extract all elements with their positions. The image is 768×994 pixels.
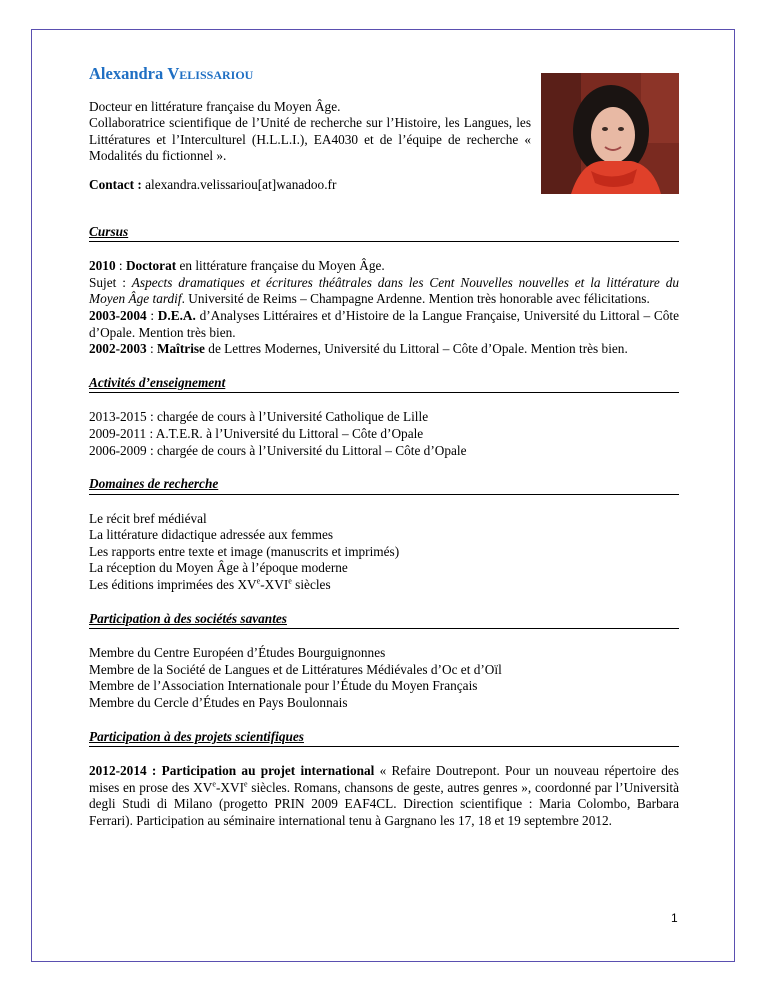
intro-line-1: Docteur en littérature française du Moyen Âge. [89, 98, 341, 114]
list-item: Membre de la Société de Langues et de Littératures Médiévales d’Oc et d’Oïl [89, 661, 502, 677]
list-item: La réception du Moyen Âge à l’époque moderne [89, 560, 348, 576]
page-number: 1 [671, 911, 678, 925]
list-item: 2009-2011 : A.T.E.R. à l’Université du Littoral – Côte d’Opale [89, 425, 424, 441]
cursus-entry: 2002-2003 : Maîtrise de Lettres Modernes, Université du Littoral – Côte d’Opale. Mention très bien. [89, 341, 628, 357]
list-item: La littérature didactique adressée aux femmes [89, 527, 334, 543]
list-item: Membre du Centre Européen d’Études Bourguignonnes [89, 645, 386, 661]
project-entry: 2012-2014 : Participation au projet international « Refaire Doutrepont. Pour un nouveau répertoire des mises en prose des XVe-XVIe siècles. Romans, chansons de geste, autres genres », coordonné par l’Università degli Studi di Milano (progetto PRIN 2009 EAF4CL. Direction scientifique : Maria Colombo, Barbara Ferrari). Participation au séminaire international tenu à Gargnano les 17, 18 et 19 septembre 2012. [89, 763, 679, 828]
section-title-teaching: Activités d’enseignement [89, 375, 679, 394]
section-title-societies: Participation à des sociétés savantes [89, 611, 679, 630]
list-item: Les éditions imprimées des XVe-XVIe siècles [89, 576, 331, 593]
cv-content [89, 64, 679, 830]
intro-line-2: Collaboratrice scientifique de l’Unité de recherche sur l’Histoire, les Langues, les Littératures et l’Interculturel (H.L.L.I.), EA4030 et de l’équipe de recherche « Modalités du fictionnel ». [89, 115, 531, 164]
section-title-research: Domaines de recherche [89, 476, 679, 495]
contact-email[interactable]: alexandra.velissariou[at]wanadoo.fr [141, 176, 337, 192]
person-name [89, 66, 679, 83]
cursus-list [89, 258, 679, 358]
teaching-list [89, 409, 679, 459]
cursus-entry: 2010 : Doctorat en littérature française du Moyen Âge. Sujet : Aspects dramatiques et écritures théâtrales dans les Cent Nouvelles nouvelles et la littérature du Moyen Âge tardif. Université de Reims – Champagne Ardenne. Mention très honorable avec félicitations. [89, 258, 679, 307]
list-item: Membre du Cercle d’Études en Pays Boulonnais [89, 695, 348, 711]
section-title-cursus: Cursus [89, 224, 679, 243]
projects-list [89, 763, 679, 829]
list-item: Membre de l’Association Internationale pour l’Étude du Moyen Français [89, 678, 478, 694]
list-item: 2006-2009 : chargée de cours à l’Université du Littoral – Côte d’Opale [89, 442, 467, 458]
section-title-projects: Participation à des projets scientifiques [89, 729, 679, 748]
contact-line [89, 177, 679, 194]
list-item: 2013-2015 : chargée de cours à l’Université Catholique de Lille [89, 409, 429, 425]
intro-block [89, 99, 531, 165]
first-name: Alexandra [89, 64, 164, 83]
research-list [89, 511, 679, 594]
cursus-entry: 2003-2004 : D.E.A. d’Analyses Littéraires et d’Histoire de la Langue Française, Université du Littoral – Côte d’Opale. Mention très bien. [89, 307, 679, 340]
last-name: Velissariou [167, 64, 254, 83]
contact-label: Contact : [89, 176, 142, 192]
societies-list [89, 645, 679, 711]
list-item: Les rapports entre texte et image (manuscrits et imprimés) [89, 543, 400, 559]
list-item: Le récit bref médiéval [89, 510, 207, 526]
